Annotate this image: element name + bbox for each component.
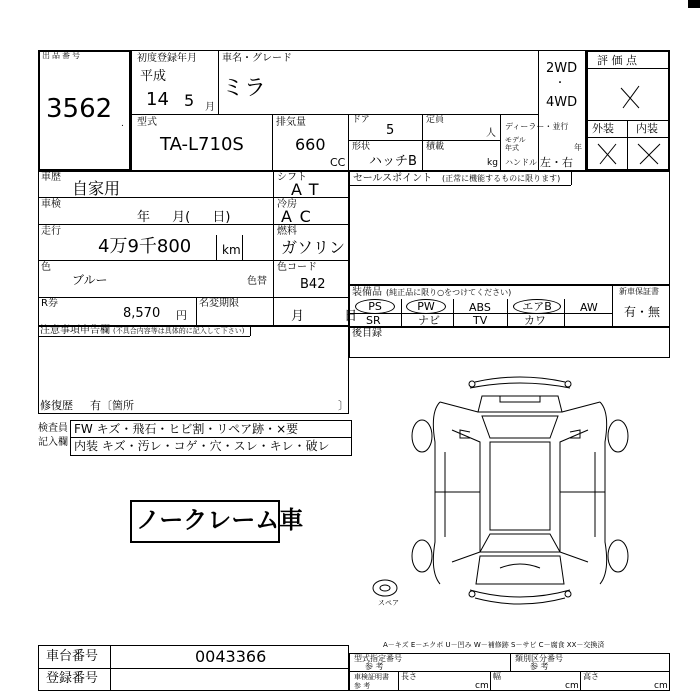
ac-label: 冷房	[277, 199, 297, 210]
reg-number-label: 登録番号	[46, 671, 99, 686]
capacity-label: 定員	[426, 115, 445, 125]
dims-label: 車検証明書 参 考	[354, 673, 389, 690]
equipment-navi: ナビ	[418, 314, 440, 327]
name-change-label: 名変期限	[199, 298, 239, 309]
shift-value: AT	[291, 180, 327, 199]
mileage-divider	[242, 235, 243, 260]
capacity-unit: 人	[486, 128, 496, 139]
doors: 5	[386, 123, 395, 138]
history-label: 車歴	[41, 172, 61, 183]
equipment-leather: カワ	[524, 314, 546, 327]
ac-value: AC	[281, 207, 319, 226]
height-unit: cm	[654, 681, 668, 691]
footer-divider	[110, 645, 111, 691]
car-name-label: 車名・グレード	[222, 53, 292, 64]
spare-tire-icon	[370, 578, 400, 598]
footer-divider	[38, 668, 349, 669]
rating-divider	[586, 68, 670, 69]
lot-number: 3562	[46, 94, 113, 124]
footer-right-divider	[580, 671, 581, 691]
notes-label: 注意事項申告欄	[40, 325, 110, 336]
model-year-label: モデル 年式	[505, 136, 526, 152]
spare-label: スペア	[378, 599, 399, 607]
notes-divider	[250, 326, 251, 336]
load-label: 積載	[426, 142, 445, 152]
rear-seat-label: 後目録	[352, 328, 382, 339]
details-divider	[38, 297, 349, 298]
sales-divider	[571, 171, 572, 185]
reg-year-label: 初度登録年月	[137, 53, 197, 64]
interior-cross-mark	[632, 140, 664, 168]
shape: ハッチB	[369, 154, 417, 169]
rating-divider	[586, 137, 670, 138]
length-label: 長さ	[401, 672, 417, 681]
details-divider	[273, 171, 274, 326]
header-divider	[218, 50, 219, 114]
height-label: 高さ	[583, 672, 599, 681]
rating-divider	[586, 120, 670, 121]
displacement: 660	[295, 135, 326, 154]
rear-seat-box	[349, 327, 670, 358]
notes-hint: (不具合内容等は具体的に記入して下さい)	[113, 327, 245, 335]
width-unit: cm	[565, 681, 579, 691]
shape-label: 形状	[352, 142, 371, 152]
rating-label: 評 価 点	[597, 54, 637, 67]
recycle-unit: 円	[176, 309, 187, 322]
rating-divider	[627, 120, 628, 171]
header-divider	[272, 114, 273, 171]
inspector-label-2: 記入欄	[38, 437, 68, 448]
tick-mark: .	[121, 119, 124, 129]
month-unit: 月	[205, 102, 215, 113]
car-body-diagram	[400, 372, 640, 612]
equipment-airbag: エアB	[513, 299, 561, 314]
repair-label: 修復歴	[40, 399, 73, 412]
mileage-unit: km	[222, 243, 241, 257]
equipment-divider	[612, 285, 613, 327]
year: 14	[146, 89, 169, 110]
notes-underline	[38, 336, 250, 337]
details-divider	[38, 260, 349, 261]
name-change-value: 月 日	[291, 309, 358, 324]
sales-label: セールスポイント	[353, 173, 433, 184]
color-label: 色	[41, 262, 51, 273]
inspector-row-2: 内装 キズ・汚レ・コゲ・穴・スレ・キレ・破レ	[74, 439, 330, 453]
model-label: 型式	[137, 117, 157, 128]
equipment-col-divider	[507, 299, 508, 327]
rating-cross-mark	[615, 82, 645, 112]
displacement-unit: CC	[330, 156, 346, 169]
mileage-divider	[216, 235, 217, 260]
rating-exterior-label: 外装	[592, 122, 614, 135]
inspector-label-1: 検査員	[38, 423, 68, 434]
fuel-value: ガソリン	[281, 238, 346, 257]
header-divider	[500, 114, 501, 171]
displacement-label: 排気量	[276, 117, 306, 128]
equipment-sr: SR	[366, 314, 381, 327]
sales-hint: (正常に機能するものに限ります)	[442, 174, 561, 183]
sales-underline	[349, 185, 571, 186]
color-code: B42	[300, 277, 326, 292]
chassis-label: 車台番号	[46, 649, 99, 664]
equipment-label: 装備品	[352, 287, 382, 298]
equipment-hint: (純正品に限り○をつけてください)	[386, 288, 512, 297]
exterior-cross-mark	[592, 140, 622, 168]
color-code-label: 色コード	[277, 262, 317, 273]
class-label: 類別区分番号	[515, 654, 563, 663]
inspector-divider	[70, 437, 352, 438]
footer-right-divider	[490, 671, 491, 691]
handle-label: ハンドル	[505, 158, 537, 167]
handle-value: 左・右	[540, 156, 573, 169]
equipment-tv: TV	[473, 314, 488, 327]
type-designation-label: 型式指定番号	[354, 654, 402, 663]
era: 平成	[140, 69, 167, 84]
rating-interior-label: 内装	[636, 122, 658, 135]
equipment-ps: PS	[355, 299, 395, 314]
drive-2wd: 2WD	[546, 61, 578, 76]
inspector-row-1: FW キズ・飛石・ヒビ割・リペア跡・×要	[74, 422, 299, 436]
damage-legend: A－キズ E－エクボ U－凹み W－補修跡 S－サビ C－腐食 XX－交換済	[383, 641, 605, 649]
repair-close: 〕	[338, 399, 349, 412]
mileage-value: 4万9千800	[98, 236, 192, 257]
drive-dot: ・	[555, 78, 565, 89]
recycle-value: 8,570	[123, 306, 161, 321]
history-value: 自家用	[72, 179, 121, 198]
equipment-col-divider	[401, 299, 402, 327]
fuel-label: 燃料	[277, 226, 297, 237]
inspection-label: 車検	[41, 199, 61, 210]
repair-value: 有〔箇所	[90, 399, 134, 412]
load-unit: kg	[487, 158, 498, 168]
warranty-label: 新車保証書	[619, 287, 659, 296]
length-unit: cm	[475, 681, 489, 691]
sales-box	[349, 171, 670, 285]
inspection-value: 年 月( 日)	[137, 210, 231, 225]
header-divider	[131, 114, 538, 115]
color-value: ブルー	[72, 273, 108, 287]
chassis-number: 0043366	[195, 647, 267, 666]
month: 5	[184, 91, 195, 110]
type-ref-label: 参 考	[365, 662, 384, 671]
equipment-aw: AW	[580, 301, 598, 314]
equipment-col-divider	[564, 299, 565, 327]
lot-label: 出品番号	[42, 51, 82, 60]
header-divider	[422, 114, 423, 171]
footer-right-divider	[510, 653, 511, 671]
width-label: 幅	[493, 672, 501, 681]
no-claim-stamp-text: ノークレーム車	[136, 505, 304, 534]
equipment-pw: PW	[406, 299, 446, 314]
corner-mark	[688, 0, 700, 8]
equipment-abs: ABS	[469, 301, 491, 314]
footer-right-divider	[398, 671, 399, 691]
warranty-value: 有・無	[624, 305, 661, 319]
details-divider	[196, 297, 197, 326]
header-divider	[538, 50, 539, 171]
car-name: ミラ	[222, 76, 267, 101]
door-label: ドア	[352, 115, 370, 125]
color-change-label: 色替	[247, 276, 267, 287]
mileage-label: 走行	[41, 226, 61, 237]
class-ref-label: 参 考	[530, 662, 549, 671]
equipment-col-divider	[453, 299, 454, 327]
notes-box	[38, 326, 349, 414]
year-unit: 年	[574, 143, 582, 152]
shift-label: シフト	[277, 172, 307, 183]
header-divider	[348, 140, 500, 141]
dealer-label: ディーラー・並行	[505, 122, 569, 131]
recycle-label: R券	[41, 298, 58, 309]
drive-4wd: 4WD	[546, 95, 578, 110]
model-code: TA-L710S	[160, 134, 244, 155]
header-divider	[348, 114, 349, 171]
